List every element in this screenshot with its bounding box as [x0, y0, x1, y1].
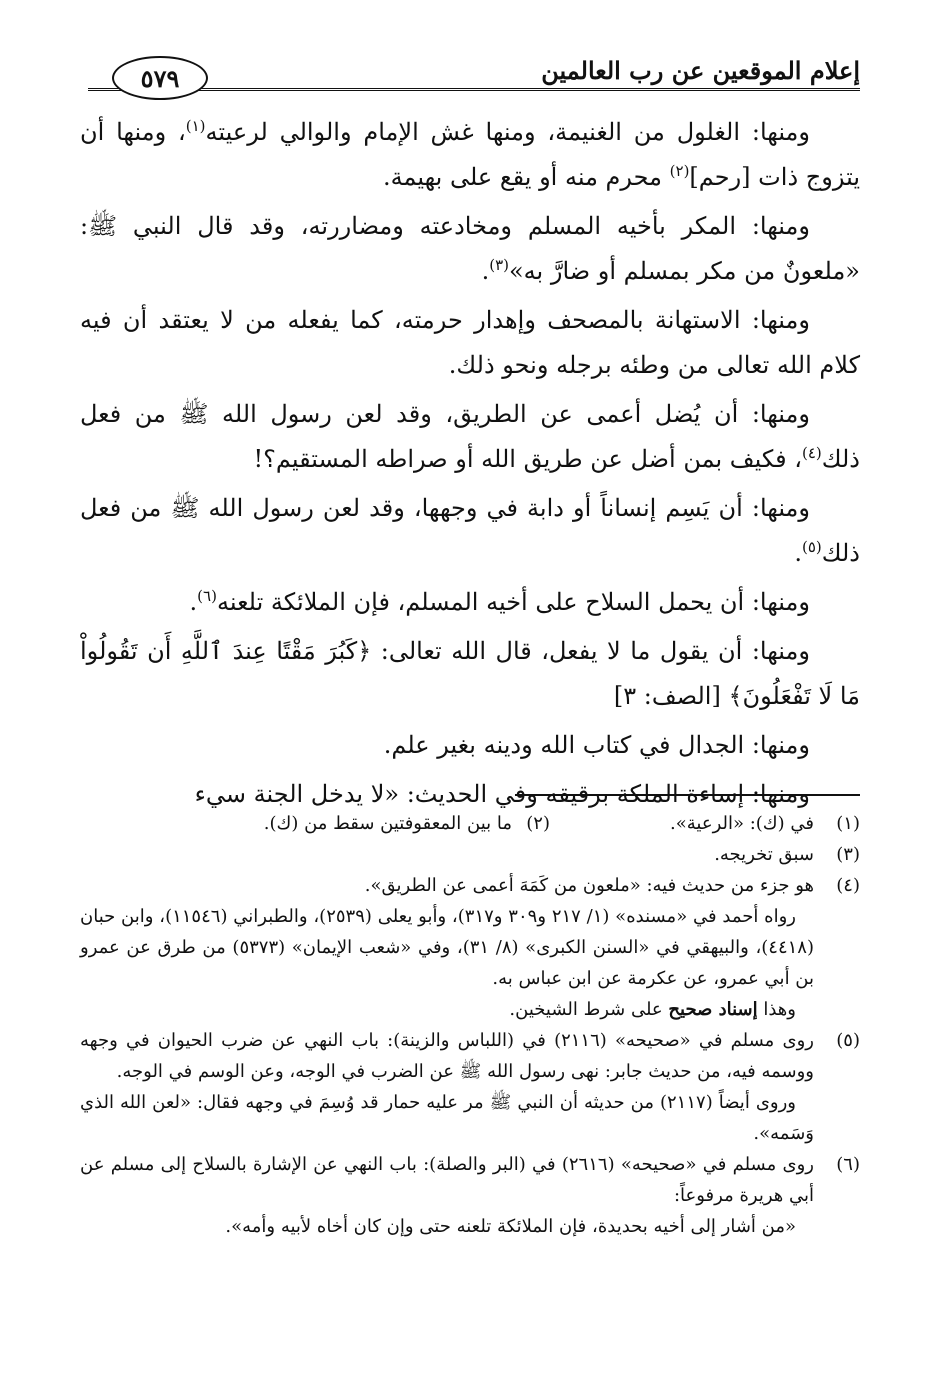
footnote-ref-1[interactable]: (١) [185, 117, 206, 135]
footnote-4-citation: رواه أحمد في «مسنده» (١/ ٢١٧ و٣٠٩ و٣١٧)، وأبو يعلى (٢٥٣٩)، والطبراني (١١٥٤٦)، وابن حبان (٤٤١٨)، والبيهقي في «السنن الكبرى» (٨/ ٣١)، وفي «شعب الإيمان» (٥٣٧٣) من طرق عن عمرو بن أبي عمرو، عن عكرمة عن ابن عباس به. [80, 906, 814, 989]
paragraph-6 [80, 580, 860, 625]
grading-bold: إسناد صحيح [668, 999, 758, 1020]
paragraph-9: ومنها: إساءة الملكة برقيقه وفي الحديث: «لا يدخل الجنة سيء [194, 780, 810, 808]
paragraph-4-text-b: ، فكيف بمن أضل عن طريق الله أو صراطه المستقيم؟! [253, 445, 802, 473]
paragraph-2 [80, 204, 860, 294]
paragraph-1-text-b: ، ومنها أن يتزوج ذات [رحم] [80, 118, 860, 191]
footnote-text: في (ك): «الرعية». [670, 813, 814, 834]
footnote-number: (٦) [836, 1154, 860, 1175]
footnote-number: (٤) [836, 875, 860, 896]
footnote-3 [80, 839, 860, 870]
footnote-6 [80, 1149, 860, 1211]
footnote-number: (٣) [836, 844, 860, 865]
paragraph-5-end: . [794, 539, 802, 567]
footnote-separator [515, 794, 860, 796]
footnote-5-continuation: وروى أيضاً (٢١١٧) من حديثه أن النبي ﷺ مر عليه حمار قد وُسِمَ في وجهه فقال: «لعن الله الذي وَسَمه». [80, 1092, 814, 1144]
footnote-1 [550, 808, 860, 839]
footnote-4 [80, 870, 860, 901]
footnote-text: هو جزء من حديث فيه: «ملعون من كَمَهَ أعمى عن الطريق». [364, 875, 814, 896]
paragraph-1 [80, 110, 860, 200]
main-text [80, 110, 860, 821]
running-header-title: إعلام الموقعين عن رب العالمين [541, 56, 860, 85]
footnote-text: روى مسلم في «صحيحه» (٢٦١٦) في (البر والصلة): باب النهي عن الإشارة بالسلاح إلى مسلم عن أبي هريرة مرفوعاً: [80, 1154, 814, 1206]
footnote-ref-2[interactable]: (٢) [669, 162, 690, 180]
paragraph-1-text: ومنها: الغلول من الغنيمة، ومنها غش الإمام والوالي لرعيته [205, 118, 811, 146]
footnotes [80, 808, 860, 1242]
footnote-text: روى مسلم في «صحيحه» (٢١١٦) في (اللباس والزينة): باب النهي عن ضرب الحيوان في وجهه ووسمه فيه، من حديث جابر: نهى رسول الله ﷺ عن الضرب في الوجه، وعن الوسم في الوجه. [80, 1030, 814, 1082]
footnote-4-grading [80, 994, 814, 1025]
paragraph-5-text: ومنها: أن يَسِم إنساناً أو دابة في وجهها، وقد لعن رسول الله ﷺ من فعل ذلك [80, 494, 860, 567]
paragraph-6-end: . [189, 588, 198, 616]
footnote-number: (١) [836, 813, 860, 834]
footnote-ref-4[interactable]: (٤) [801, 444, 822, 462]
page-number-badge [112, 56, 208, 100]
paragraph-1-text-c: محرم منه أو يقع على بهيمة. [382, 163, 670, 191]
footnote-row-1-2 [80, 808, 860, 839]
footnote-ref-5[interactable]: (٥) [801, 538, 822, 556]
footnote-5 [80, 1025, 860, 1087]
paragraph-7: ومنها: أن يقول ما لا يفعل، قال الله تعالى: ﴿كَبُرَ مَقْتًا عِندَ ٱللَّهِ أَن تَقُولُواْ مَا لَا تَفْعَلُونَ﴾ [الصف: ٣] [80, 637, 860, 710]
paragraph-4 [80, 392, 860, 482]
footnote-2 [264, 808, 550, 839]
paragraph-4-text: ومنها: أن يُضل أعمى عن الطريق، وقد لعن رسول الله ﷺ من فعل ذلك [80, 400, 860, 473]
footnote-6-hadith: «من أشار إلى أخيه بحديدة، فإن الملائكة تلعنه حتى وإن كان أخاه لأبيه وأمه». [225, 1216, 796, 1237]
footnote-text: سبق تخريجه. [714, 844, 814, 865]
grading-text-b: على شرط الشيخين. [509, 999, 669, 1020]
paragraph-3: ومنها: الاستهانة بالمصحف وإهدار حرمته، كما يفعله من لا يعتقد أن فيه كلام الله تعالى من وطئه برجله ونحو ذلك. [80, 306, 860, 379]
footnote-ref-6[interactable]: (٦) [197, 587, 217, 605]
paragraph-5 [80, 486, 860, 576]
footnote-text: ما بين المعقوفتين سقط من (ك). [263, 813, 512, 834]
paragraph-2-text: ومنها: المكر بأخيه المسلم ومخادعته ومضاررته، وقد قال النبي ﷺ: «ملعونٌ من مكر بمسلم أو ضارَّ به» [80, 212, 860, 285]
footnote-number: (٢) [526, 813, 550, 834]
paragraph-8: ومنها: الجدال في كتاب الله ودينه بغير علم. [383, 731, 810, 759]
paragraph-6-text: ومنها: أن يحمل السلاح على أخيه المسلم، فإن الملائكة تلعنه [216, 588, 810, 616]
paragraph-2-end: . [481, 257, 490, 285]
footnote-number: (٥) [836, 1030, 860, 1051]
page-number: ٥٧٩ [140, 63, 180, 93]
footnote-ref-3[interactable]: (٣) [489, 256, 509, 274]
header-rule [88, 88, 860, 94]
grading-text-a: وهذا [757, 999, 796, 1020]
